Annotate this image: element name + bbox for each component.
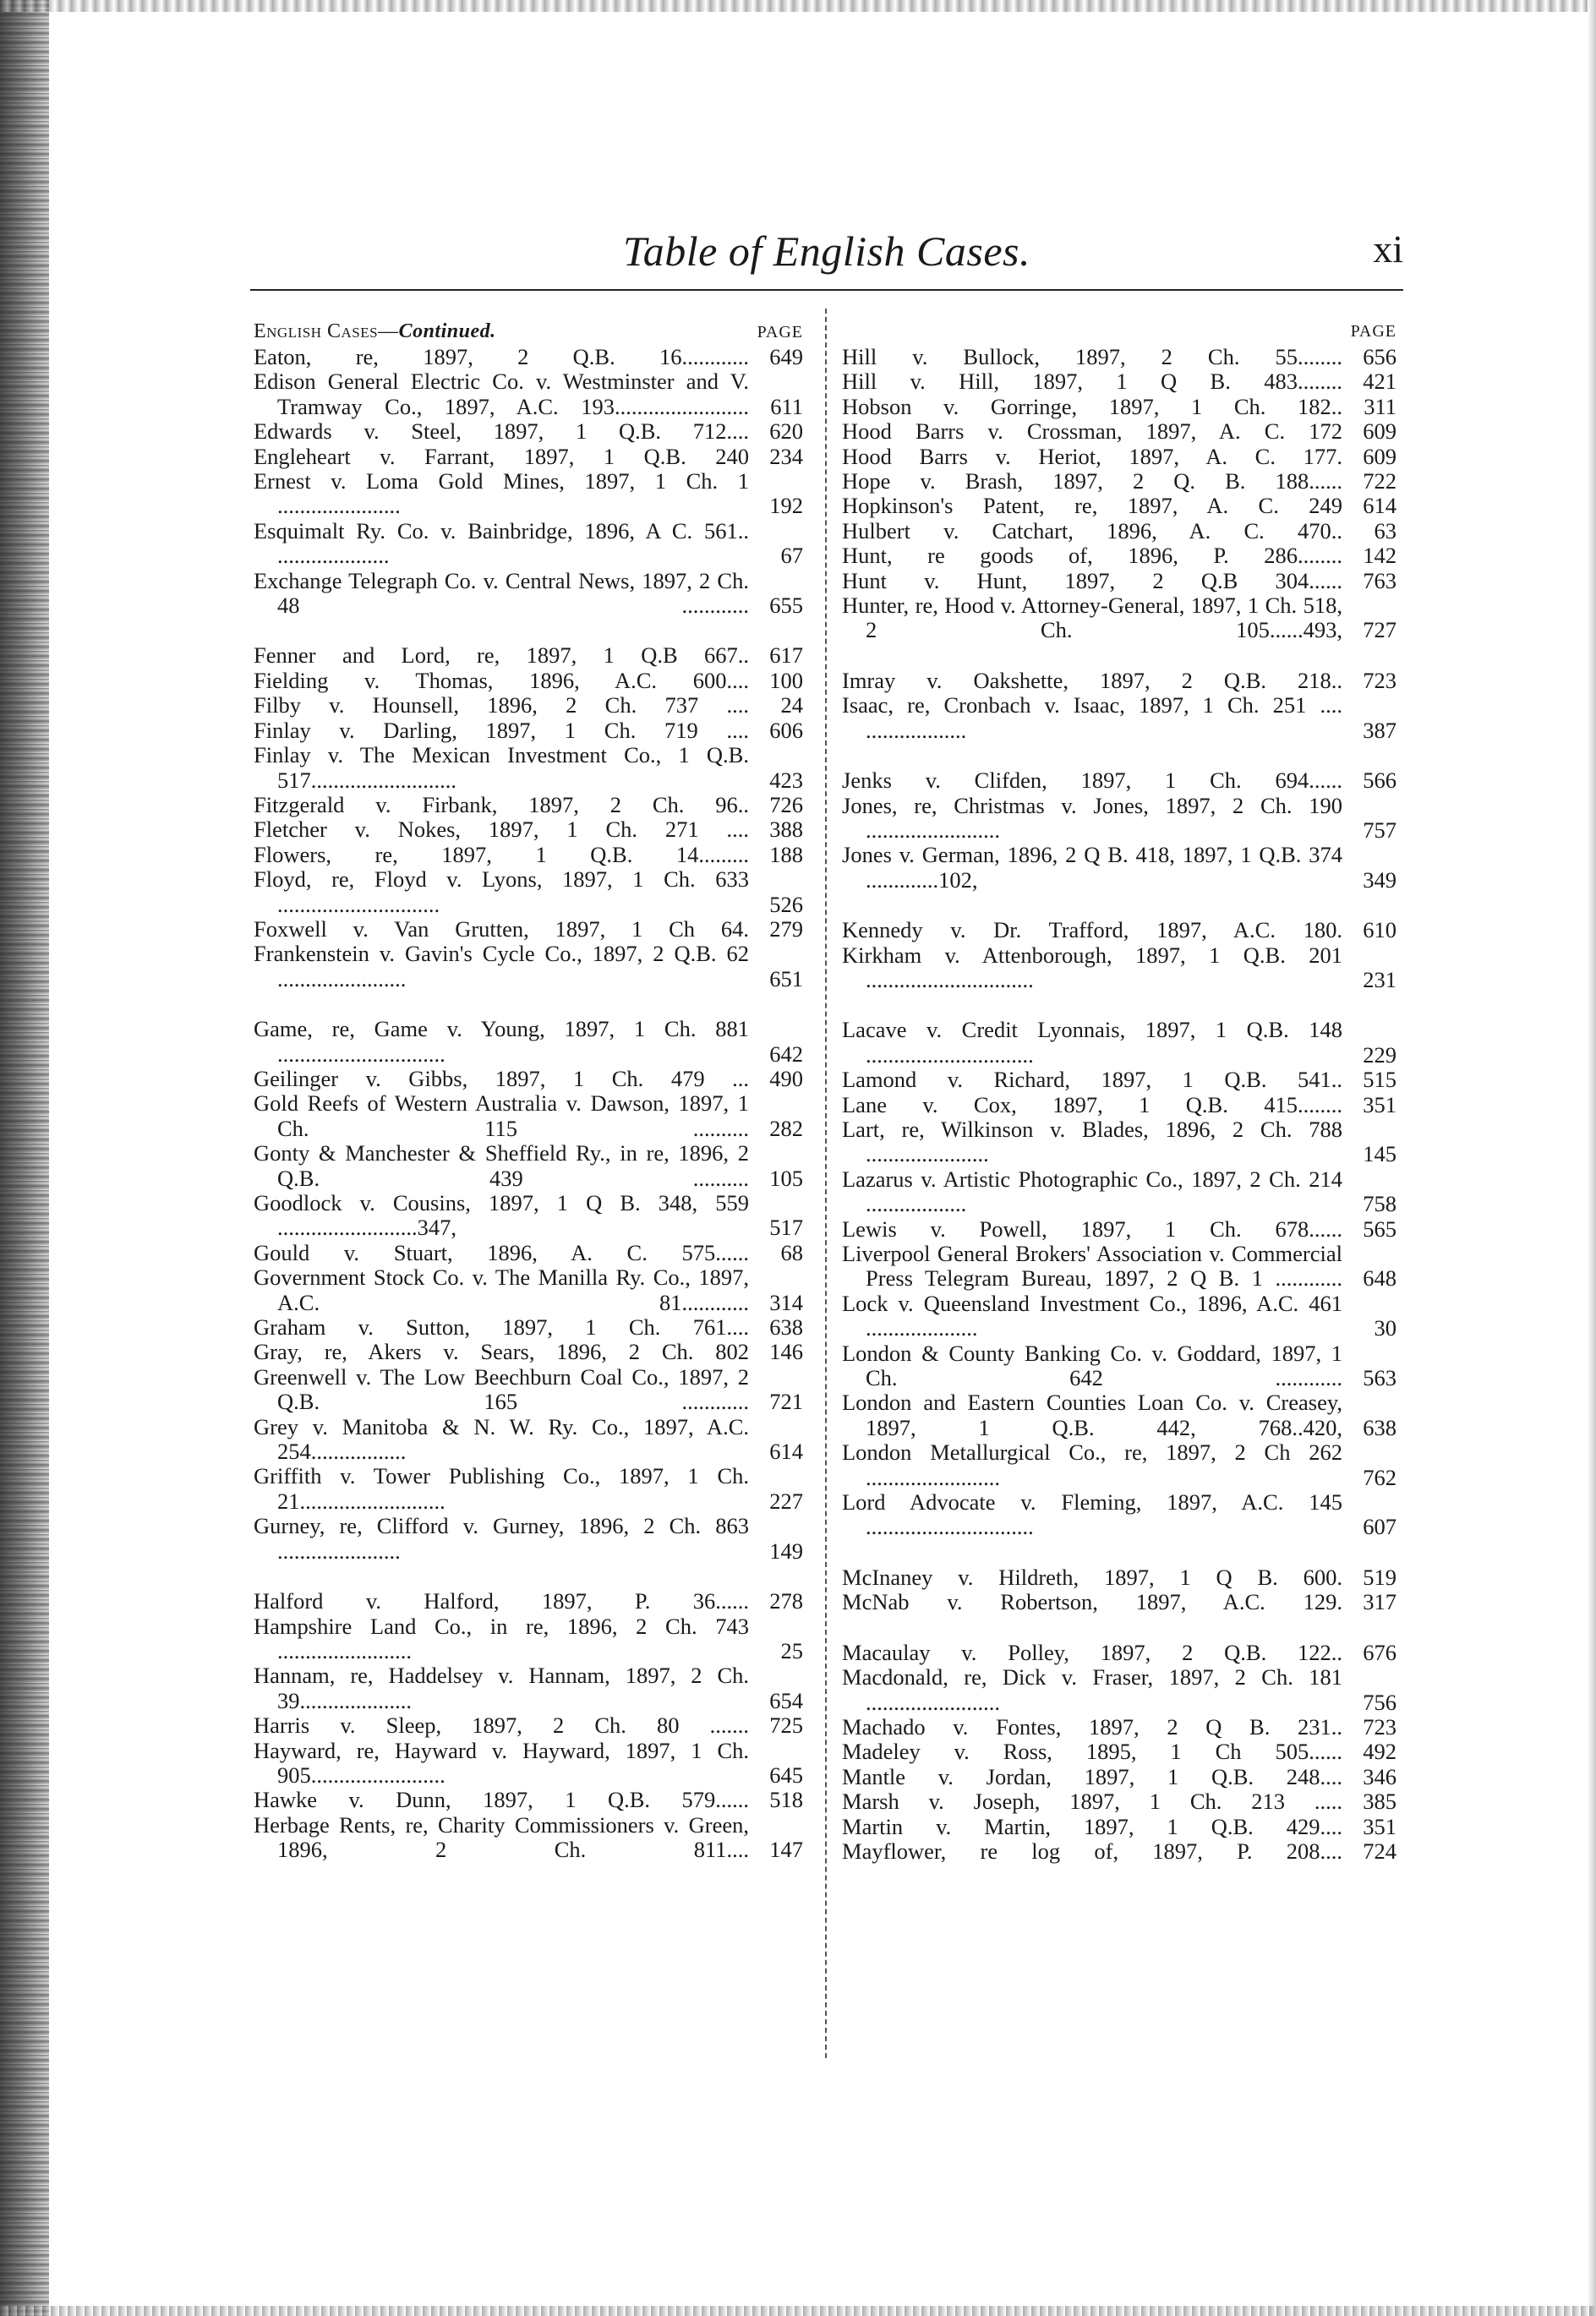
case-entry xyxy=(254,419,803,444)
page-column-label: PAGE xyxy=(757,323,803,341)
case-page: 727 xyxy=(1363,617,1396,643)
case-entry xyxy=(254,1739,803,1789)
case-title: Gould v. Stuart, 1896, A. C. 575...... xyxy=(254,1239,749,1265)
case-page: 676 xyxy=(1363,1639,1396,1665)
case-page: 492 xyxy=(1363,1739,1396,1765)
case-title: Imray v. Oakshette, 1897, 2 Q.B. 218.. xyxy=(842,667,1342,693)
case-entry xyxy=(254,519,803,569)
case-title: Flowers, re, 1897, 1 Q.B. 14......... xyxy=(254,841,749,867)
case-page: 63 xyxy=(1374,517,1396,543)
case-title: Hunt v. Hunt, 1897, 2 Q.B 304...... xyxy=(842,567,1342,593)
case-title: Madeley v. Ross, 1895, 1 Ch 505...... xyxy=(842,1739,1342,1765)
case-entry xyxy=(842,1242,1396,1292)
case-entry xyxy=(842,1018,1396,1068)
case-title: Hawke v. Dunn, 1897, 1 Q.B. 579...... xyxy=(254,1787,749,1813)
case-entry xyxy=(254,345,803,369)
case-title: Hood Barrs v. Crossman, 1897, A. C. 172 xyxy=(842,418,1342,445)
case-page: 757 xyxy=(1363,817,1396,843)
case-page: 725 xyxy=(769,1712,803,1739)
case-title: McNab v. Robertson, 1897, A.C. 129. xyxy=(842,1589,1342,1615)
case-title: Harris v. Sleep, 1897, 2 Ch. 80 ....... xyxy=(254,1712,749,1739)
case-entry xyxy=(254,793,803,817)
case-title: Lock v. Queensland Investment Co., 1896, A.C. 461 .................... xyxy=(842,1290,1342,1341)
case-entry xyxy=(842,1789,1396,1814)
case-title: Hulbert v. Catchart, 1896, A. C. 470.. xyxy=(842,517,1342,543)
column-divider xyxy=(825,309,827,2058)
case-title: Finlay v. The Mexican Investment Co., 1 Q.B. 517.......................... xyxy=(254,742,749,793)
case-entry xyxy=(254,1464,803,1514)
case-entry xyxy=(254,917,803,942)
page-title: Table of English Cases. xyxy=(623,227,1030,275)
case-entry xyxy=(842,1292,1396,1341)
case-title: Gray, re, Akers v. Sears, 1896, 2 Ch. 802 xyxy=(254,1339,749,1365)
case-entry xyxy=(842,1117,1396,1167)
case-page: 614 xyxy=(769,1439,803,1465)
case-title: Gold Reefs of Western Australia v. Dawson, 1897, 1 Ch. 115 .......... xyxy=(254,1090,749,1141)
case-title: Foxwell v. Van Grutten, 1897, 1 Ch 64. xyxy=(254,915,749,942)
case-title: Isaac, re, Cronbach v. Isaac, 1897, 1 Ch. 251 .... .................. xyxy=(842,692,1342,743)
case-title: Kirkham v. Attenborough, 1897, 1 Q.B. 201 .............................. xyxy=(842,942,1342,992)
case-entry xyxy=(254,1067,803,1091)
case-page: 607 xyxy=(1363,1514,1396,1540)
case-title: Government Stock Co. v. The Manilla Ry. Co., 1897, A.C. 81............ xyxy=(254,1265,749,1315)
letter-group-gap xyxy=(842,893,1396,918)
case-entry xyxy=(254,569,803,619)
case-title: Fenner and Lord, re, 1897, 1 Q.B 667.. xyxy=(254,642,749,669)
right-entries xyxy=(842,345,1396,1864)
case-entry xyxy=(842,1590,1396,1614)
case-page: 518 xyxy=(769,1787,803,1813)
page-header xyxy=(250,227,1403,286)
case-entry xyxy=(842,1641,1396,1665)
case-page: 24 xyxy=(780,692,803,718)
case-page: 67 xyxy=(780,543,803,569)
case-page: 349 xyxy=(1363,866,1396,893)
case-title: Exchange Telegraph Co. v. Central News, 1897, 2 Ch. 48 ............ xyxy=(254,567,749,619)
case-title: Lane v. Cox, 1897, 1 Q.B. 415........ xyxy=(842,1091,1342,1117)
case-title: McInaney v. Hildreth, 1897, 1 Q B. 600. xyxy=(842,1564,1342,1590)
case-entry xyxy=(254,1265,803,1315)
header-rule xyxy=(250,289,1403,291)
case-page: 721 xyxy=(769,1389,803,1415)
case-title: Lacave v. Credit Lyonnais, 1897, 1 Q.B. 148 .............................. xyxy=(842,1017,1342,1068)
case-page: 192 xyxy=(769,493,803,519)
case-entry xyxy=(254,643,803,668)
case-title: Hunter, re, Hood v. Attorney-General, 1897, 1 Ch. 518, 2 Ch. 105......493, xyxy=(842,593,1342,643)
case-title: Hannam, re, Haddelsey v. Hannam, 1897, 2 Ch. 39.................... xyxy=(254,1663,749,1713)
case-title: Edwards v. Steel, 1897, 1 Q.B. 712.... xyxy=(254,418,749,445)
case-page: 146 xyxy=(769,1339,803,1365)
case-entry xyxy=(842,1740,1396,1764)
case-page: 145 xyxy=(1363,1141,1396,1167)
case-title: Hampshire Land Co., in re, 1896, 2 Ch. 743 ........................ xyxy=(254,1613,749,1663)
case-entry xyxy=(842,1715,1396,1740)
case-page: 423 xyxy=(769,767,803,793)
case-title: Lazarus v. Artistic Photographic Co., 1897, 2 Ch. 214 .................. xyxy=(842,1166,1342,1217)
case-title: Halford v. Halford, 1897, P. 36...... xyxy=(254,1588,749,1614)
case-entry xyxy=(254,669,803,693)
case-entry xyxy=(842,693,1396,743)
case-page: 606 xyxy=(769,717,803,743)
case-entry xyxy=(254,1589,803,1614)
case-page: 645 xyxy=(769,1762,803,1788)
case-title: Hope v. Brash, 1897, 2 Q. B. 188...... xyxy=(842,468,1342,494)
case-title: Fielding v. Thomas, 1896, A.C. 600.... xyxy=(254,667,749,693)
case-entry xyxy=(254,1663,803,1713)
case-title: Hunt, re goods of, 1896, P. 286........ xyxy=(842,543,1342,569)
letter-group-gap xyxy=(842,1615,1396,1641)
case-title: Fletcher v. Nokes, 1897, 1 Ch. 271 .... xyxy=(254,817,749,843)
case-page: 25 xyxy=(780,1637,803,1663)
case-title: Hood Barrs v. Heriot, 1897, A. C. 177. xyxy=(842,443,1342,469)
case-entry xyxy=(254,718,803,743)
case-page: 421 xyxy=(1363,369,1396,395)
case-page: 515 xyxy=(1363,1067,1396,1093)
case-page: 147 xyxy=(769,1837,803,1863)
case-page: 68 xyxy=(780,1239,803,1265)
case-page: 517 xyxy=(769,1215,803,1241)
case-page: 610 xyxy=(1363,917,1396,943)
case-page: 763 xyxy=(1363,567,1396,593)
page-number: xi xyxy=(1373,227,1403,270)
section-continued: Continued. xyxy=(398,320,496,342)
case-title: Liverpool General Brokers' Association v. Commercial Press Telegram Bureau, 1897, 2 Q B. 1 ............ xyxy=(842,1241,1342,1292)
case-page: 724 xyxy=(1363,1838,1396,1864)
case-entry xyxy=(254,1191,803,1241)
case-entry xyxy=(254,1514,803,1564)
case-title: Gonty & Manchester & Sheffield Ry., in re, 1896, 2 Q.B. 439 .......... xyxy=(254,1140,749,1191)
column-heading xyxy=(842,320,1396,345)
case-title: Hobson v. Gorringe, 1897, 1 Ch. 182.. xyxy=(842,393,1342,419)
case-page: 311 xyxy=(1364,393,1396,419)
case-page: 227 xyxy=(769,1488,803,1514)
case-entry xyxy=(254,1141,803,1191)
case-page: 490 xyxy=(769,1065,803,1091)
case-page: 655 xyxy=(769,593,803,619)
case-page: 188 xyxy=(769,841,803,867)
case-entry xyxy=(842,1765,1396,1789)
case-entry xyxy=(254,743,803,793)
case-title: Hopkinson's Patent, re, 1897, A. C. 249 xyxy=(842,493,1342,519)
case-page: 566 xyxy=(1363,767,1396,794)
case-page: 30 xyxy=(1374,1315,1396,1341)
case-title: Herbage Rents, re, Charity Commissioners v. Green, 1896, 2 Ch. 811.... xyxy=(254,1811,749,1863)
case-page: 756 xyxy=(1363,1689,1396,1715)
case-title: London and Eastern Counties Loan Co. v. Creasey, 1897, 1 Q.B. 442, 768..420, xyxy=(842,1390,1342,1440)
case-title: Greenwell v. The Low Beechburn Coal Co., 1897, 2 Q.B. 165 ............ xyxy=(254,1363,749,1415)
letter-group-gap xyxy=(842,992,1396,1018)
letter-group-gap xyxy=(842,1540,1396,1565)
case-entry xyxy=(842,918,1396,942)
case-page: 526 xyxy=(769,891,803,917)
case-entry xyxy=(842,519,1396,543)
case-page: 614 xyxy=(1363,493,1396,519)
case-entry xyxy=(842,1167,1396,1217)
case-entry xyxy=(842,369,1396,394)
case-page: 351 xyxy=(1363,1813,1396,1839)
case-page: 758 xyxy=(1363,1191,1396,1217)
case-entry xyxy=(842,1815,1396,1839)
case-title: Fitzgerald v. Firbank, 1897, 2 Ch. 96.. xyxy=(254,791,749,817)
case-entry xyxy=(254,1365,803,1415)
case-title: Hill v. Hill, 1897, 1 Q B. 483........ xyxy=(842,369,1342,395)
case-title: Engleheart v. Farrant, 1897, 1 Q.B. 240 xyxy=(254,443,749,469)
case-title: Martin v. Martin, 1897, 1 Q.B. 429.... xyxy=(842,1813,1342,1839)
case-page: 234 xyxy=(769,443,803,469)
case-page: 105 xyxy=(769,1165,803,1191)
case-page: 142 xyxy=(1363,543,1396,569)
case-page: 609 xyxy=(1363,418,1396,445)
case-title: London & County Banking Co. v. Goddard, 1897, 1 Ch. 642 ............ xyxy=(842,1340,1342,1391)
case-page: 278 xyxy=(769,1588,803,1614)
case-title: Lamond v. Richard, 1897, 1 Q.B. 541.. xyxy=(842,1067,1342,1093)
left-column xyxy=(254,320,803,1863)
case-entry xyxy=(842,669,1396,693)
case-page: 231 xyxy=(1363,966,1396,992)
case-entry xyxy=(842,395,1396,419)
case-title: Goodlock v. Cousins, 1897, 1 Q B. 348, 559 .........................347, xyxy=(254,1190,749,1241)
case-entry xyxy=(254,445,803,469)
case-entry xyxy=(842,1093,1396,1117)
case-entry xyxy=(254,867,803,917)
case-title: Macaulay v. Polley, 1897, 2 Q.B. 122.. xyxy=(842,1639,1342,1665)
case-page: 762 xyxy=(1363,1464,1396,1490)
case-page: 565 xyxy=(1363,1215,1396,1242)
case-page: 726 xyxy=(769,791,803,817)
case-entry xyxy=(842,1440,1396,1490)
case-title: Graham v. Sutton, 1897, 1 Ch. 761.... xyxy=(254,1314,749,1341)
case-entry xyxy=(842,494,1396,518)
case-page: 317 xyxy=(1363,1589,1396,1615)
case-title: Esquimalt Ry. Co. v. Bainbridge, 1896, A C. 561.. .................... xyxy=(254,517,749,569)
case-title: Marsh v. Joseph, 1897, 1 Ch. 213 ..... xyxy=(842,1789,1342,1815)
case-page: 387 xyxy=(1363,717,1396,743)
case-entry xyxy=(842,1217,1396,1242)
case-title: Jones v. German, 1896, 2 Q B. 418, 1897, 1 Q.B. 374 .............102, xyxy=(842,842,1342,893)
case-title: Mayflower, re log of, 1897, P. 208.... xyxy=(842,1838,1342,1864)
case-page: 611 xyxy=(770,393,803,419)
case-entry xyxy=(842,445,1396,469)
case-title: Ernest v. Loma Gold Mines, 1897, 1 Ch. 1 ...................... xyxy=(254,468,749,519)
case-entry xyxy=(842,1665,1396,1715)
case-title: Hill v. Bullock, 1897, 2 Ch. 55........ xyxy=(842,344,1342,369)
section-heading xyxy=(254,320,496,344)
case-entry xyxy=(254,1614,803,1664)
case-page: 638 xyxy=(769,1314,803,1341)
case-page: 722 xyxy=(1363,468,1396,494)
case-entry xyxy=(842,1390,1396,1440)
case-title: Griffith v. Tower Publishing Co., 1897, 1 Ch. 21.......................... xyxy=(254,1463,749,1514)
case-page: 723 xyxy=(1363,667,1396,693)
case-entry xyxy=(254,817,803,842)
letter-group-gap xyxy=(842,743,1396,768)
case-title: Macdonald, re, Dick v. Fraser, 1897, 2 Ch. 181 ........................ xyxy=(842,1664,1342,1715)
case-title: Jones, re, Christmas v. Jones, 1897, 2 Ch. 190 ........................ xyxy=(842,792,1342,843)
case-entry xyxy=(254,693,803,718)
case-entry xyxy=(842,1068,1396,1092)
case-page: 638 xyxy=(1363,1414,1396,1440)
scan-binding-edge xyxy=(0,0,49,2316)
case-title: Mantle v. Jordan, 1897, 1 Q.B. 248.... xyxy=(842,1763,1342,1789)
case-entry xyxy=(254,369,803,419)
case-entry xyxy=(254,1415,803,1465)
case-page: 649 xyxy=(769,344,803,369)
case-entry xyxy=(842,345,1396,369)
scan-top-edge xyxy=(0,0,1596,12)
case-entry xyxy=(254,469,803,519)
case-title: Geilinger v. Gibbs, 1897, 1 Ch. 479 ... xyxy=(254,1065,749,1091)
case-entry xyxy=(842,419,1396,444)
case-entry xyxy=(842,1565,1396,1590)
letter-group-gap xyxy=(842,643,1396,669)
case-page: 229 xyxy=(1363,1041,1396,1068)
case-entry xyxy=(842,768,1396,793)
case-entry xyxy=(254,1241,803,1265)
case-page: 100 xyxy=(769,667,803,693)
case-title: Lewis v. Powell, 1897, 1 Ch. 678...... xyxy=(842,1215,1342,1242)
case-page: 385 xyxy=(1363,1789,1396,1815)
case-entry xyxy=(842,1341,1396,1391)
case-page: 642 xyxy=(769,1041,803,1067)
case-entry xyxy=(842,1839,1396,1864)
case-page: 279 xyxy=(769,915,803,942)
case-page: 388 xyxy=(769,817,803,843)
case-page: 723 xyxy=(1363,1713,1396,1740)
right-column xyxy=(842,320,1396,1864)
case-title: Machado v. Fontes, 1897, 2 Q B. 231.. xyxy=(842,1713,1342,1740)
case-entry xyxy=(254,843,803,867)
case-page: 346 xyxy=(1363,1763,1396,1789)
case-page: 519 xyxy=(1363,1564,1396,1590)
page-column-label: PAGE xyxy=(1350,322,1396,341)
case-title: Grey v. Manitoba & N. W. Ry. Co., 1897, A.C. 254................. xyxy=(254,1413,749,1465)
case-entry xyxy=(254,942,803,991)
case-page: 648 xyxy=(1363,1265,1396,1292)
case-title: Lart, re, Wilkinson v. Blades, 1896, 2 Ch. 788 ...................... xyxy=(842,1116,1342,1167)
case-entry xyxy=(254,1091,803,1141)
case-title: Kennedy v. Dr. Trafford, 1897, A.C. 180. xyxy=(842,917,1342,943)
case-page: 563 xyxy=(1363,1365,1396,1391)
case-entry xyxy=(842,943,1396,993)
case-entry xyxy=(842,543,1396,568)
case-entry xyxy=(254,1017,803,1067)
case-page: 609 xyxy=(1363,443,1396,469)
case-page: 620 xyxy=(769,418,803,445)
case-title: Hayward, re, Hayward v. Hayward, 1897, 1 Ch. 905........................ xyxy=(254,1737,749,1788)
case-page: 351 xyxy=(1363,1091,1396,1117)
left-entries xyxy=(254,345,803,1863)
case-entry xyxy=(842,569,1396,593)
section-name: English Cases— xyxy=(254,320,399,342)
column-heading xyxy=(254,320,803,345)
case-entry xyxy=(254,1713,803,1738)
case-title: Edison General Electric Co. v. Westminster and V. Tramway Co., 1897, A.C. 193........................ xyxy=(254,369,749,419)
case-title: Frankenstein v. Gavin's Cycle Co., 1897, 2 Q.B. 62 ....................... xyxy=(254,941,749,991)
case-page: 651 xyxy=(769,965,803,991)
case-entry xyxy=(842,794,1396,844)
case-page: 314 xyxy=(769,1289,803,1315)
scan-right-edge xyxy=(1588,0,1596,2316)
case-title: London Metallurgical Co., re, 1897, 2 Ch 262 ........................ xyxy=(842,1439,1342,1490)
case-title: Floyd, re, Floyd v. Lyons, 1897, 1 Ch. 633 ............................. xyxy=(254,866,749,917)
case-title: Filby v. Hounsell, 1896, 2 Ch. 737 .... xyxy=(254,692,749,718)
case-title: Lord Advocate v. Fleming, 1897, A.C. 145 .............................. xyxy=(842,1489,1342,1540)
letter-group-gap xyxy=(254,991,803,1017)
case-entry xyxy=(254,1813,803,1863)
case-entry xyxy=(254,1315,803,1340)
case-page: 149 xyxy=(769,1538,803,1564)
letter-group-gap xyxy=(254,618,803,643)
scan-bottom-edge xyxy=(0,2306,1596,2316)
case-entry xyxy=(842,843,1396,893)
letter-group-gap xyxy=(254,1564,803,1589)
case-page: 654 xyxy=(769,1687,803,1713)
case-entry xyxy=(254,1788,803,1812)
case-title: Jenks v. Clifden, 1897, 1 Ch. 694...... xyxy=(842,767,1342,794)
case-entry xyxy=(842,1490,1396,1540)
case-title: Eaton, re, 1897, 2 Q.B. 16............ xyxy=(254,344,749,369)
case-entry xyxy=(842,593,1396,643)
case-page: 656 xyxy=(1363,344,1396,369)
case-title: Finlay v. Darling, 1897, 1 Ch. 719 .... xyxy=(254,717,749,743)
case-entry xyxy=(254,1340,803,1364)
case-page: 282 xyxy=(769,1115,803,1141)
case-page: 617 xyxy=(769,642,803,669)
case-entry xyxy=(842,469,1396,494)
case-title: Gurney, re, Clifford v. Gurney, 1896, 2 Ch. 863 ...................... xyxy=(254,1513,749,1564)
case-title: Game, re, Game v. Young, 1897, 1 Ch. 881 .............................. xyxy=(254,1016,749,1067)
